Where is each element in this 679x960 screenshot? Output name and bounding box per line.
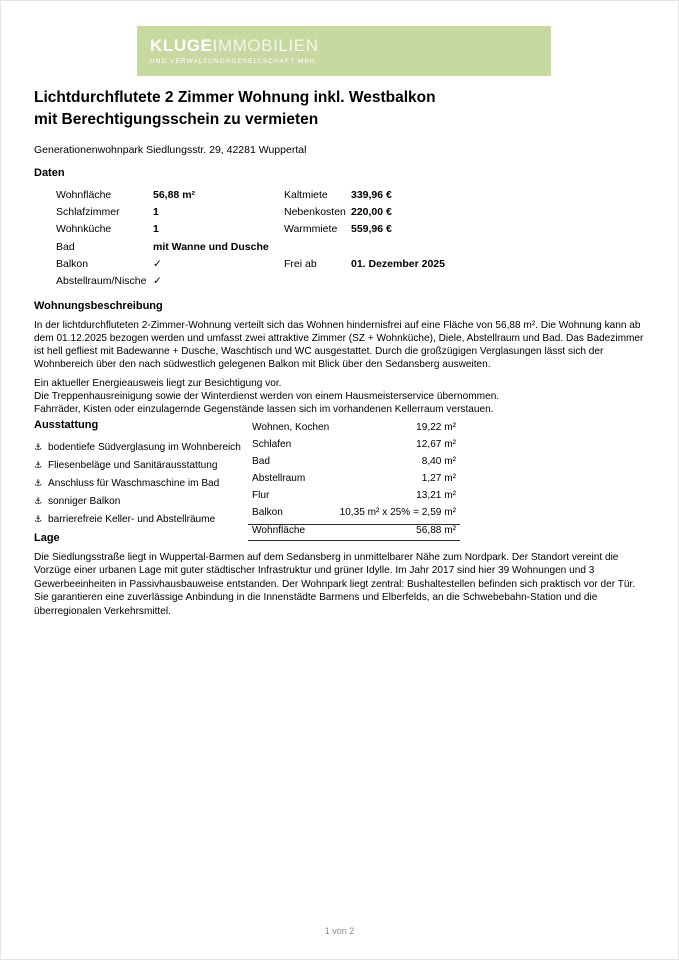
daten-value: 01. Dezember 2025 bbox=[351, 257, 445, 270]
brand-name-light: IMMOBILIEN bbox=[212, 36, 319, 55]
beschreibung-paragraph: Fahrräder, Kisten oder einzulagernde Gegenstände lassen sich im vorhandenen Kellerraum verstauen. bbox=[34, 404, 494, 415]
feature-item bbox=[34, 510, 250, 528]
daten-label: Wohnfläche bbox=[56, 189, 112, 201]
daten-value: 1 bbox=[153, 223, 159, 236]
daten-value checkmark: ✓ bbox=[153, 257, 162, 270]
anchor-bullet-icon: ⚓ bbox=[34, 477, 43, 488]
room-value: 19,22 m² bbox=[416, 422, 456, 433]
feature-text: Fliesenbeläge und Sanitärausstattung bbox=[48, 459, 218, 471]
room-value: 10,35 m² x 25% = 2,59 m² bbox=[339, 507, 456, 518]
brand-subtitle: UND VERWALTUNGSGESELLSCHAFT MBH bbox=[150, 58, 316, 65]
page-number: 1 von 2 bbox=[324, 926, 355, 936]
daten-row bbox=[284, 223, 614, 240]
daten-label: Abstellraum/Nische bbox=[56, 274, 147, 287]
daten-label: Warmmiete bbox=[284, 223, 338, 236]
feature-list bbox=[34, 438, 250, 528]
daten-value: mit Wanne und Dusche bbox=[153, 240, 269, 253]
feature-text: sonniger Balkon bbox=[48, 495, 121, 507]
beschreibung-paragraph: Die Treppenhausreinigung sowie der Winterdienst werden von einem Hausmeisterservice übernommen. bbox=[34, 391, 500, 402]
daten-column-left bbox=[56, 189, 316, 292]
lage-section-heading: Lage bbox=[34, 532, 60, 544]
anchor-bullet-icon: ⚓ bbox=[34, 459, 43, 470]
daten-row bbox=[284, 206, 614, 223]
daten-label: Frei ab bbox=[284, 257, 317, 270]
daten-column-right bbox=[284, 189, 614, 275]
ausstattung-section-heading: Ausstattung bbox=[34, 419, 99, 431]
lage-text: Die Siedlungsstraße liegt in Wuppertal-Barmen auf dem Sedansberg in unmittelbarer Nähe zum Nordpark. Der Standort vereint die Vorzüge einer urbanen Lage mit guter städtischer Infrastruktur und grüner Idylle. Im Jahr 2017 sind hier 39 Wohnungen und 3 Gewerbeeinheiten in Passivhausbauweise entstanden. Der Wohnpark liegt zentral: Bushaltestellen befinden sich praktisch vor der Tür. Sie garantieren eine zuverlässige Anbindung in die Innenstädte Barmens und Elberfelds, an die Schwebebahn-Station und die überregionalen Verkehrsmittel. bbox=[34, 552, 636, 617]
daten-row bbox=[56, 258, 316, 275]
anchor-bullet-icon: ⚓ bbox=[34, 441, 43, 452]
room-area-table bbox=[248, 422, 460, 541]
room-row bbox=[248, 422, 460, 439]
feature-item bbox=[34, 456, 250, 474]
daten-label: Nebenkosten bbox=[284, 206, 346, 219]
room-row bbox=[248, 456, 460, 473]
beschreibung-paragraph: Ein aktueller Energieausweis liegt zur Besichtigung vor. bbox=[34, 378, 282, 389]
feature-text: bodentiefe Südverglasung im Wohnbereich bbox=[48, 441, 241, 453]
daten-row bbox=[56, 275, 316, 292]
beschreibung-section-heading: Wohnungsbeschreibung bbox=[34, 300, 163, 312]
brand-logo bbox=[150, 36, 551, 55]
daten-row-spacer bbox=[284, 241, 614, 258]
daten-value checkmark: ✓ bbox=[153, 274, 162, 287]
feature-item bbox=[34, 474, 250, 492]
feature-text: Anschluss für Waschmaschine im Bad bbox=[48, 477, 220, 489]
brand-banner bbox=[137, 26, 551, 76]
anchor-bullet-icon: ⚓ bbox=[34, 513, 43, 524]
daten-value: 559,96 € bbox=[351, 223, 392, 236]
daten-label: Kaltmiete bbox=[284, 189, 328, 201]
room-value: 12,67 m² bbox=[416, 439, 456, 450]
daten-label: Balkon bbox=[56, 257, 89, 270]
room-label: Wohnen, Kochen bbox=[252, 422, 330, 433]
daten-row bbox=[56, 206, 316, 223]
room-row bbox=[248, 490, 460, 507]
room-value: 13,21 m² bbox=[416, 490, 456, 501]
listing-title bbox=[34, 87, 648, 131]
room-label: Flur bbox=[252, 490, 270, 501]
daten-section-heading: Daten bbox=[34, 167, 65, 179]
daten-row bbox=[284, 258, 614, 275]
brand-name-bold: KLUGE bbox=[150, 36, 213, 55]
room-label: Abstellraum bbox=[252, 473, 306, 484]
daten-value: 339,96 € bbox=[351, 189, 392, 201]
daten-row bbox=[56, 189, 316, 206]
daten-value: 1 bbox=[153, 206, 159, 219]
room-value: 8,40 m² bbox=[421, 456, 456, 467]
room-row bbox=[248, 507, 460, 524]
room-value: 1,27 m² bbox=[421, 473, 456, 484]
room-total-value: 56,88 m² bbox=[416, 525, 456, 536]
feature-item bbox=[34, 438, 250, 456]
beschreibung-paragraph: In der lichtdurchfluteten 2-Zimmer-Wohnung verteilt sich das Wohnen hindernisfrei auf eine Fläche von 56,88 m². Die Wohnung kann ab dem 01.12.2025 bezogen werden und umfasst zwei attraktive Zimmer (SZ + Wohnküche), Diele, Abstellraum und Bad. Das Badezimmer ist hell gefliest mit Badewanne + Dusche, Waschtisch und WC ausgestattet. Durch die großzügigen Verglasungen lässt sich der Wohnbereich über den nach südwestlich gelegenen Balkon mit Blick über den Sedansberg ausweiten. bbox=[34, 320, 644, 370]
feature-item bbox=[34, 492, 250, 510]
room-row bbox=[248, 439, 460, 456]
feature-text: barrierefreie Keller- und Abstellräume bbox=[48, 513, 216, 525]
room-total-row bbox=[248, 524, 460, 541]
listing-title-line2: mit Berechtigungsschein zu vermieten bbox=[34, 111, 319, 128]
daten-row bbox=[56, 241, 316, 258]
room-label: Balkon bbox=[252, 507, 283, 518]
daten-label: Wohnküche bbox=[56, 223, 112, 236]
daten-value: 220,00 € bbox=[351, 206, 392, 219]
room-label: Schlafen bbox=[252, 439, 292, 450]
listing-address: Generationenwohnpark Siedlungsstr. 29, 42281 Wuppertal bbox=[34, 144, 307, 156]
room-row bbox=[248, 473, 460, 490]
room-total-label: Wohnfläche bbox=[252, 525, 306, 536]
daten-row bbox=[284, 189, 614, 206]
daten-label: Schlafzimmer bbox=[56, 206, 120, 219]
daten-row bbox=[56, 223, 316, 240]
listing-title-line1: Lichtdurchflutete 2 Zimmer Wohnung inkl. Westbalkon bbox=[34, 89, 436, 106]
daten-value: 56,88 m² bbox=[153, 189, 196, 201]
room-label: Bad bbox=[252, 456, 270, 467]
beschreibung-text bbox=[34, 319, 650, 416]
anchor-bullet-icon: ⚓ bbox=[34, 495, 43, 506]
daten-label: Bad bbox=[56, 240, 75, 253]
